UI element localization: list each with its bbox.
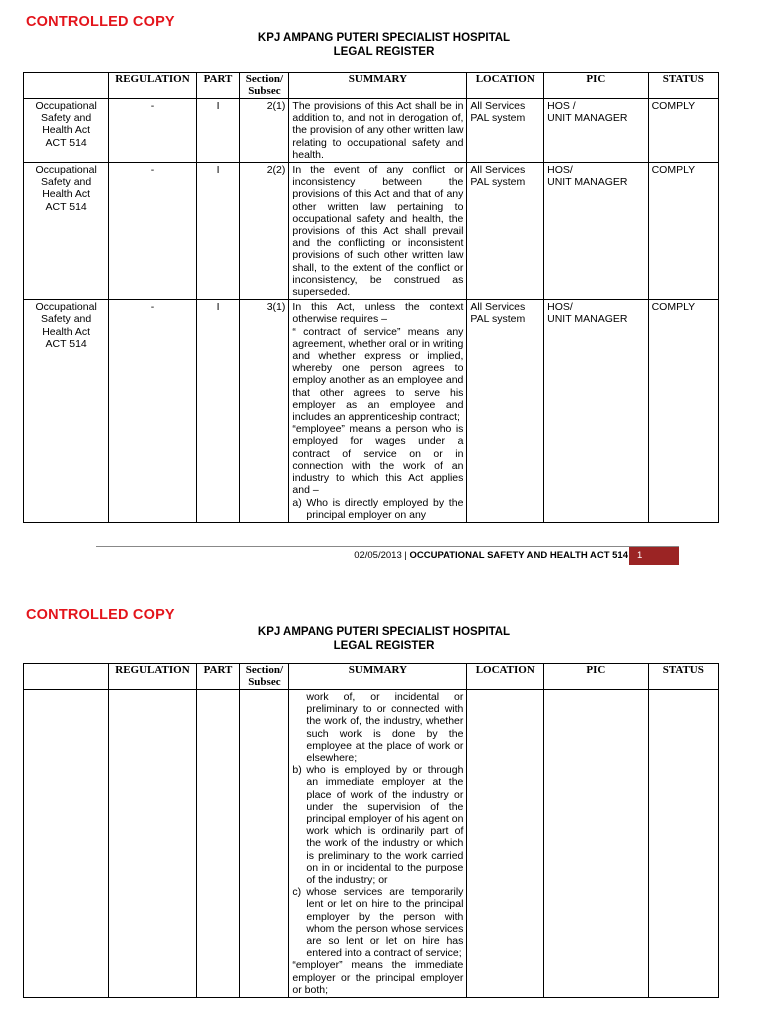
- table-header-row: [24, 73, 719, 99]
- section-cell: 3(1): [240, 300, 289, 523]
- controlled-copy-label: CONTROLLED COPY: [26, 14, 175, 30]
- header-part: PART: [196, 73, 240, 99]
- pic-cell: HOS/ UNIT MANAGER: [544, 300, 648, 523]
- location-cell: [467, 690, 544, 998]
- summary-item-b: b) who is employed by or through an immediate employer at the place of work of the industry or under the supervision of the principal employer of his agent on work which is ordinarily part of the work of the industry or which is preliminary to the work carried on in or incidental to the purpose of the industry; or: [292, 764, 464, 887]
- part-cell: I: [196, 99, 240, 163]
- legal-register-table: [23, 72, 719, 523]
- hospital-name: KPJ AMPANG PUTERI SPECIALIST HOSPITAL: [257, 626, 511, 638]
- pic-cell: HOS/ UNIT MANAGER: [544, 163, 648, 300]
- header-regulation: REGULATION: [109, 73, 196, 99]
- header-pic: PIC: [544, 73, 648, 99]
- status-cell: COMPLY: [648, 99, 718, 163]
- header-section: Section/ Subsec: [240, 73, 289, 99]
- document-header: [0, 31, 768, 59]
- location-cell: All Services PAL system: [467, 99, 544, 163]
- document-page-2: [0, 595, 768, 1024]
- regulation-cell: -: [109, 99, 196, 163]
- header-summary: SUMMARY: [289, 664, 467, 690]
- table-row: [24, 163, 719, 300]
- register-title: LEGAL REGISTER: [333, 46, 435, 58]
- part-cell: I: [196, 300, 240, 523]
- part-cell: [196, 690, 240, 998]
- pic-cell: HOS / UNIT MANAGER: [544, 99, 648, 163]
- header-summary: SUMMARY: [289, 73, 467, 99]
- pic-cell: [544, 690, 648, 998]
- regulation-cell: -: [109, 300, 196, 523]
- summary-cell: The provisions of this Act shall be in addition to, and not in derogation of, the provision of any other written law relating to occupational safety and health.: [289, 99, 467, 163]
- page-footer: [96, 547, 679, 565]
- document-header: [0, 625, 768, 653]
- regulation-cell: -: [109, 163, 196, 300]
- header-law: [24, 73, 109, 99]
- status-cell: COMPLY: [648, 163, 718, 300]
- law-cell: Occupational Safety and Health Act ACT 514: [24, 163, 109, 300]
- controlled-copy-label: CONTROLLED COPY: [26, 607, 175, 623]
- summary-cell: [289, 690, 467, 998]
- header-part: PART: [196, 664, 240, 690]
- part-cell: I: [196, 163, 240, 300]
- status-cell: COMPLY: [648, 300, 718, 523]
- legal-register-table: [23, 663, 719, 998]
- table-row: [24, 690, 719, 998]
- header-pic: PIC: [544, 664, 648, 690]
- page-number: 1: [629, 547, 679, 565]
- header-section: Section/ Subsec: [240, 664, 289, 690]
- table-row: [24, 300, 719, 523]
- section-cell: 2(1): [240, 99, 289, 163]
- location-cell: All Services PAL system: [467, 163, 544, 300]
- summary-intro: In this Act, unless the context otherwise requires –: [292, 301, 464, 326]
- header-status: STATUS: [648, 664, 718, 690]
- law-cell: Occupational Safety and Health Act ACT 514: [24, 300, 109, 523]
- header-regulation: REGULATION: [109, 664, 196, 690]
- summary-cell: [289, 300, 467, 523]
- table-header-row: [24, 664, 719, 690]
- summary-cell: In the event of any conflict or inconsistency between the provisions of this Act and that of any other written law pertaining to occupational safety and health, the provisions of this Act shall prevail and the conflicting or inconsistent provisions of such other written law shall, to the extent of the conflict or inconsistency, be construed as superseded.: [289, 163, 467, 300]
- summary-contract-definition: “ contract of service” means any agreement, whether oral or in writing and whether express or implied, whereby one person agrees to employ another as an employee and that other agrees to serve his employer as an employee and includes an apprenticeship contract;: [292, 325, 464, 424]
- hospital-name: KPJ AMPANG PUTERI SPECIALIST HOSPITAL: [257, 32, 511, 44]
- section-cell: [240, 690, 289, 998]
- footer-date: 02/05/2013 |: [354, 550, 410, 561]
- summary-item-a-continued: work of, or incidental or preliminary to or connected with the work of, the industry, whether such work is done by the employee at the place of work or elsewhere;: [306, 691, 464, 765]
- header-law: [24, 664, 109, 690]
- footer-title: OCCUPATIONAL SAFETY AND HEALTH ACT 514: [409, 550, 628, 561]
- register-title: LEGAL REGISTER: [333, 640, 435, 652]
- law-cell: Occupational Safety and Health Act ACT 514: [24, 99, 109, 163]
- header-location: LOCATION: [467, 73, 544, 99]
- section-cell: 2(2): [240, 163, 289, 300]
- summary-item-a: a) Who is directly employed by the principal employer on any: [292, 496, 464, 521]
- summary-employee-definition: “employee” means a person who is employed for wages under a contract of service on or in connection with the work of an industry to which this Act applies and –: [292, 423, 464, 497]
- regulation-cell: [109, 690, 196, 998]
- header-location: LOCATION: [467, 664, 544, 690]
- header-status: STATUS: [648, 73, 718, 99]
- summary-item-c: c) whose services are temporarily lent or let on hire to the principal employer by the person with whom the person whose services are so lent or let on hire has entered into a contract of service;: [292, 886, 464, 960]
- location-cell: All Services PAL system: [467, 300, 544, 523]
- law-cell: [24, 690, 109, 998]
- table-row: [24, 99, 719, 163]
- summary-employer-definition: “employer” means the immediate employer or the principal employer or both;: [292, 959, 464, 996]
- status-cell: [648, 690, 718, 998]
